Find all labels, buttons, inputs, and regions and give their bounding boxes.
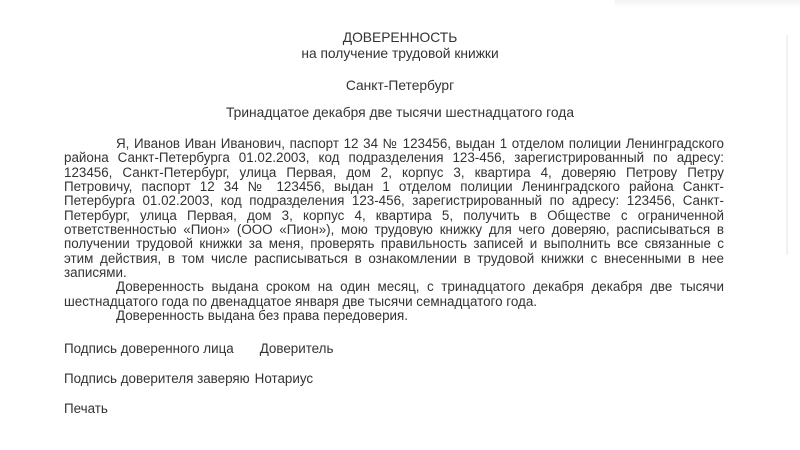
attorney-signature-label: Подпись доверенного лица [64, 341, 234, 356]
date-line: Тринадцатое декабря две тысячи шестнадцатого года [226, 105, 574, 120]
paragraph1-line: Петербург, улица Первая, дом 3, корпус 4, квартира 5, получить в Обществе с ограниченной [64, 207, 724, 223]
seal-label: Печать [64, 401, 108, 416]
paragraph2-line: шестнадцатого года по двенадцатое января две тысячи семнадцатого года. [64, 293, 538, 309]
paragraph1-line: Петербурга 01.02.2003, код подразделения 123-456, зарегистрированный по адресу: 123456, Санкт- [64, 193, 724, 209]
scan-artifact-right-edge [786, 35, 788, 255]
signature-row-principal [64, 371, 313, 387]
paragraph1-line: этим действия, в том числе расписываться в ознакомлении в трудовой книжки с внесенными в нее [64, 250, 724, 266]
document-title: ДОВЕРЕННОСТЬ [342, 30, 458, 45]
signature-row-attorney [64, 341, 333, 357]
paragraph3-line: Доверенность выдана без права передоверия. [116, 308, 408, 324]
seal-row [64, 401, 108, 417]
title-block [0, 30, 800, 62]
paragraph1-line: Петровичу, паспорт 12 34 № 123456, выдан 1 отделом полиции Ленинградского района Санкт- [64, 179, 724, 195]
scan-artifact-top [615, 0, 800, 7]
paragraph1-line: района Санкт-Петербурга 01.02.2003, код подразделения 123-456, зарегистрированный по адресу: [64, 150, 724, 166]
city-line: Санкт-Петербург [345, 78, 455, 93]
paragraph1-line: ответственностью «Пион» (ООО «Пион»), мою трудовую книжку для чего доверяю, расписываться в [64, 222, 724, 238]
principal-signature-label: Подпись доверителя заверяю [64, 371, 250, 386]
principal-role-label: Доверитель [259, 341, 334, 356]
paragraph1-line: получении трудовой книжки за меня, проверять правильность записей и выполнить все связанные с [64, 236, 724, 252]
paragraph1-line: записями. [64, 265, 127, 281]
document-body [64, 137, 724, 323]
paragraph1-line: 123456, Санкт-Петербург, улица Первая, дом 2, корпус 3, квартира 4, доверяю Петрову Петру [64, 164, 724, 180]
paragraph2-line: Доверенность выдана сроком на один месяц, с тринадцатого декабря декабря две тысячи [116, 279, 724, 295]
paragraph1-line: Я, Иванов Иван Иванович, паспорт 12 34 № 123456, выдан 1 отделом полиции Ленинградского [116, 136, 724, 151]
document-subtitle: на получение трудовой книжки [301, 46, 499, 61]
notary-role-label: Нотариус [254, 371, 314, 386]
